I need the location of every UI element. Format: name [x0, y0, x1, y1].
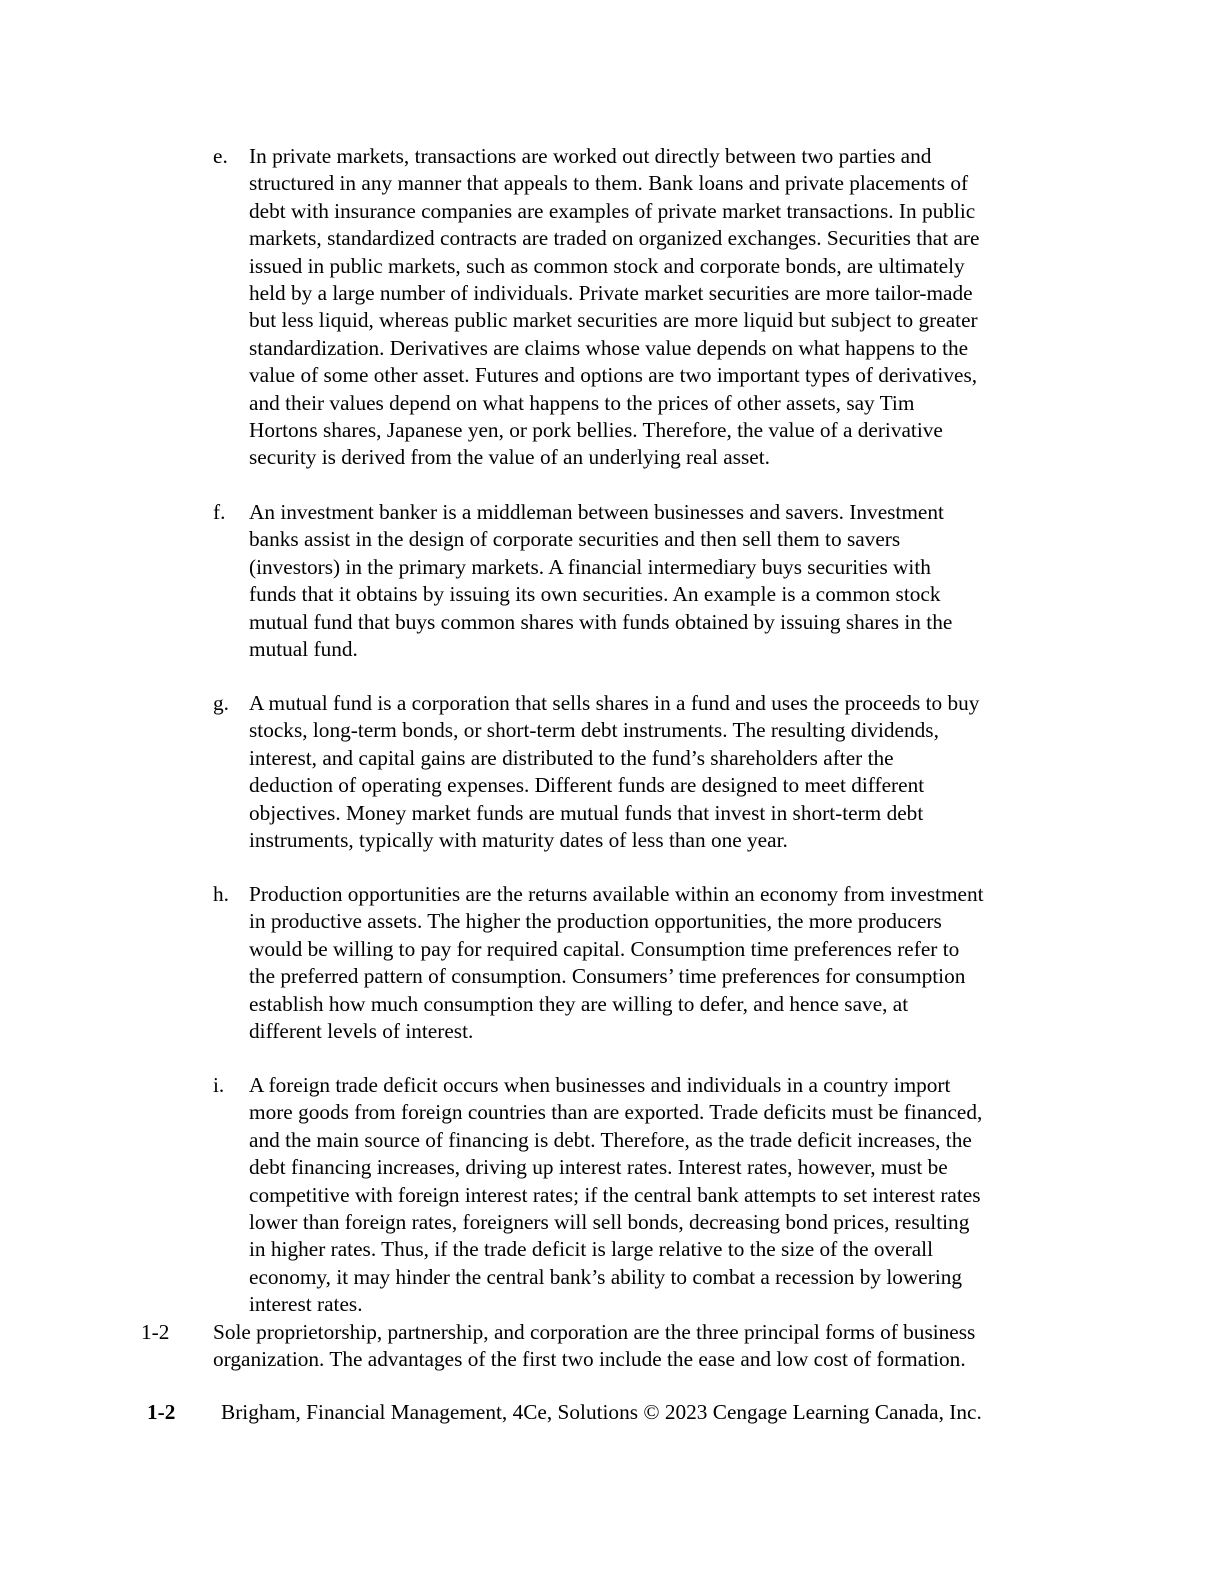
text-line: but less liquid, whereas public market securities are more liquid but subject to greater — [249, 308, 978, 333]
question-number: 1-2 — [141, 1320, 170, 1344]
text-line: security is derived from the value of an underlying real asset. — [249, 445, 771, 470]
text-line: funds that it obtains by issuing its own securities. An example is a common stock — [249, 582, 941, 607]
item-text — [249, 143, 1093, 472]
answer-item-f — [213, 499, 1093, 663]
text-line: A mutual fund is a corporation that sells shares in a fund and uses the proceeds to buy — [249, 691, 980, 715]
text-line: mutual fund that buys common shares with funds obtained by issuing shares in the — [249, 609, 953, 634]
text-line: would be willing to pay for required capital. Consumption time preferences refer to — [249, 936, 960, 961]
text-line: debt with insurance companies are examples of private market transactions. In public — [249, 198, 976, 223]
text-line: Sole proprietorship, partnership, and corporation are the three principal forms of business — [213, 1320, 976, 1344]
item-marker: i. — [213, 1073, 225, 1097]
text-line: A foreign trade deficit occurs when businesses and individuals in a country import — [249, 1073, 951, 1097]
item-marker: f. — [213, 500, 226, 524]
footer-copyright: Brigham, Financial Management, 4Ce, Solutions © 2023 Cengage Learning Canada, Inc. — [221, 1400, 982, 1424]
text-line: deduction of operating expenses. Different funds are designed to meet different — [249, 773, 925, 798]
text-line: establish how much consumption they are willing to defer, and hence save, at — [249, 991, 909, 1016]
text-line: mutual fund. — [249, 637, 358, 662]
text-line: the preferred pattern of consumption. Consumers’ time preferences for consumption — [249, 964, 966, 989]
text-line: value of some other asset. Futures and options are two important types of derivatives, — [249, 363, 978, 388]
item-text — [249, 690, 1093, 854]
question-text — [213, 1319, 1101, 1374]
text-line: organization. The advantages of the first two include the ease and low cost of formation. — [213, 1347, 966, 1372]
answer-item-e — [213, 143, 1093, 472]
text-line: banks assist in the design of corporate securities and then sell them to savers — [249, 527, 901, 552]
text-line: In private markets, transactions are worked out directly between two parties and — [249, 144, 932, 168]
question-1-2 — [141, 1319, 1101, 1374]
answer-item-h — [213, 881, 1093, 1045]
text-line: lower than foreign rates, foreigners will sell bonds, decreasing bond prices, resulting — [249, 1210, 970, 1235]
item-marker: h. — [213, 882, 229, 906]
text-line: in higher rates. Thus, if the trade deficit is large relative to the size of the overall — [249, 1237, 934, 1262]
text-line: An investment banker is a middleman between businesses and savers. Investment — [249, 500, 944, 524]
text-line: debt financing increases, driving up interest rates. Interest rates, however, must be — [249, 1155, 948, 1180]
text-line: economy, it may hinder the central bank’s ability to combat a recession by lowering — [249, 1264, 963, 1289]
text-line: (investors) in the primary markets. A financial intermediary buys securities with — [249, 554, 931, 579]
text-line: more goods from foreign countries than are exported. Trade deficits must be financed, — [249, 1100, 983, 1125]
text-line: markets, standardized contracts are traded on organized exchanges. Securities that are — [249, 226, 980, 251]
answer-item-i — [213, 1072, 1093, 1319]
text-line: and the main source of financing is debt. Therefore, as the trade deficit increases, the — [249, 1127, 972, 1152]
text-line: stocks, long-term bonds, or short-term debt instruments. The resulting dividends, — [249, 718, 939, 743]
text-line: issued in public markets, such as common stock and corporate bonds, are ultimately — [249, 253, 965, 278]
text-line: held by a large number of individuals. Private market securities are more tailor-made — [249, 281, 973, 306]
text-line: instruments, typically with maturity dates of less than one year. — [249, 828, 788, 853]
page-footer — [147, 1398, 1107, 1426]
text-line: interest, and capital gains are distributed to the fund’s shareholders after the — [249, 745, 894, 770]
text-line: different levels of interest. — [249, 1019, 474, 1044]
text-line: structured in any manner that appeals to them. Bank loans and private placements of — [249, 171, 969, 196]
item-text — [249, 881, 1093, 1045]
text-line: interest rates. — [249, 1292, 363, 1317]
footer-page-number: 1-2 — [147, 1400, 176, 1424]
text-line: Production opportunities are the returns available within an economy from investment — [249, 882, 984, 906]
item-text — [249, 499, 1093, 663]
answer-item-g — [213, 690, 1093, 854]
text-line: objectives. Money market funds are mutual funds that invest in short-term debt — [249, 800, 924, 825]
text-line: Hortons shares, Japanese yen, or pork bellies. Therefore, the value of a derivative — [249, 418, 943, 443]
text-line: competitive with foreign interest rates; if the central bank attempts to set interest rates — [249, 1182, 981, 1207]
item-marker: e. — [213, 144, 228, 168]
item-text — [249, 1072, 1093, 1319]
text-line: in productive assets. The higher the production opportunities, the more producers — [249, 909, 942, 934]
text-line: standardization. Derivatives are claims whose value depends on what happens to the — [249, 335, 969, 360]
item-marker: g. — [213, 691, 229, 715]
text-line: and their values depend on what happens to the prices of other assets, say Tim — [249, 390, 915, 415]
